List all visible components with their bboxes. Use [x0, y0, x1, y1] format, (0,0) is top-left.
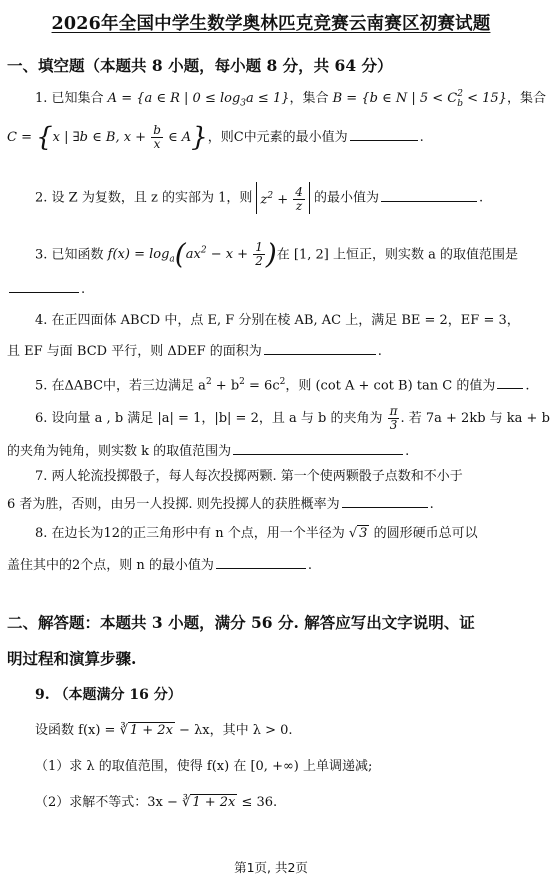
question-8-line2: 盖住其中的2个点，则 n 的最小值为 . [7, 554, 532, 577]
question-7-line2: 6 者为胜，否则，由另一人投掷. 则先投掷人的获胜概率为 . [7, 493, 532, 516]
q3-tail: 在 [1, 2] 上恒正，则实数 a 的取值范围是 [276, 247, 519, 263]
question-8: 8. 在边长为12的正三角形中有 n 个点，用一个半径为 √ 3 的圆形硬币总可以 [35, 526, 478, 541]
question-9-heading: 9. （本题满分 16 分） [35, 687, 182, 703]
section-answer-heading: 二、解答题：本题共 3 小题，满分 56 分. 解答应写出文字说明、证 [7, 613, 475, 632]
q1-set-b: B = {b ∈ N | 5 < C 2 b < 15} [332, 88, 507, 109]
q1-set-c: C = {x | ∃b ∈ B, x + $\frac{b}{x}$ ∈ A} [7, 122, 208, 153]
q7-line1: 7. 两人轮流投掷骰子，每人每次投掷两颗. 第一个使两颗骰子点数和不小于 [35, 469, 463, 484]
q7-answer-blank[interactable] [342, 493, 428, 508]
q2-answer-blank[interactable] [381, 187, 477, 202]
q1-mid: ，集合 [289, 91, 333, 106]
q5-answer-blank[interactable] [497, 374, 523, 389]
question-6-line2: 的夹角为钝角，则实数 k 的取值范围为 . [7, 440, 532, 463]
q4-line1: 4. 在正四面体 ABCD 中，点 E, F 分别在棱 AB, AC 上，满足 BE = 2，EF = 3， [35, 313, 520, 328]
question-9-part2: （2）求解不等式：3x − ∛ 1 + 2x ≤ 36. [35, 795, 278, 810]
q1-answer-blank[interactable] [350, 126, 418, 141]
q8-line2: 盖住其中的2个点，则 n 的最小值为 [7, 558, 214, 573]
page-footer: 第1页, 共2页 [234, 860, 308, 875]
q1-set-a: A = {a ∈ R | $0 \le \log_3a \le 1$} [107, 91, 290, 109]
q3-answer-blank[interactable] [9, 278, 79, 293]
section-answer-heading-line2: 明过程和演算步骤. [7, 649, 137, 668]
q4-answer-blank[interactable] [264, 340, 376, 355]
q6-answer-blank[interactable] [233, 440, 403, 455]
q2-expression: $z^2$ + $\frac{4}{z}$ [256, 182, 309, 214]
q6-line2: 的夹角为钝角，则实数 k 的取值范围为 [7, 444, 232, 459]
question-3-line2: . [7, 278, 532, 301]
q1-end: ，集合 [506, 91, 546, 106]
question-4-line2: 且 EF 与面 BCD 平行，则 ΔDEF 的面积为 . [7, 340, 532, 363]
question-1 [7, 88, 560, 115]
q2-lead: 2. 设 Z 为复数，且 z 的实部为 1，则 [35, 190, 257, 206]
question-3 [7, 237, 560, 271]
q8-line1-post: 的圆形硬币总可以 [369, 526, 478, 541]
q6-tail: . 若 7a + 2kb 与 ka + b [400, 411, 550, 426]
question-6: 6. 设向量 a , b 满足 |a| = 1，|b| = 2，且 a 与 b 的夹角为 $\frac{\pi}{3}$ . 若 7a + 2kb 与 ka + b [35, 404, 550, 432]
question-9-definition: 设函数 f(x) = ∛ 1 + 2x − λx，其中 λ > 0. [35, 723, 293, 738]
q1-question: ，则C中元素的最小值为 [207, 130, 348, 145]
question-9-part1: （1）求 λ 的取值范围，使得 f(x) 在 [0, +∞) 上单调递减; [35, 759, 373, 774]
q2-question: 的最小值为 [309, 190, 380, 206]
question-7 [7, 466, 560, 488]
exam-title: 2026年全国中学生数学奥林匹克竞赛云南赛区初赛试题 [51, 14, 491, 34]
q1-lead: 1. 已知集合 [35, 91, 108, 106]
q4-line2: 且 EF 与面 BCD 平行，则 ΔDEF 的面积为 [7, 344, 262, 359]
question-4 [7, 310, 560, 332]
q8-line1-pre: 8. 在边长为12的正三角形中有 n 个点，用一个半径为 [35, 526, 349, 541]
q5-tail: ，则 (cot A + cot B) tan C 的值为 [285, 378, 496, 394]
section-fill-in-heading: 一、填空题（本题共 8 小题，每小题 8 分，共 64 分） [7, 56, 393, 75]
question-1-line2: C = {x | ∃b ∈ B, x + $\frac{b}{x}$ ∈ A}，则C中元素的最小值为 . [7, 122, 424, 153]
q3-function: $f(x) = \log_a(ax^2 - x$ + $\frac{1}{2}$ ) [107, 237, 277, 271]
q7-line2: 6 者为胜，否则，由另一人投掷. 则先投掷人的获胜概率为 [7, 497, 340, 512]
q3-lead: 3. 已知函数 [35, 247, 108, 263]
question-5: 5. 在ΔABC中，若三边满足 $a^2 + b^2 = 6c^2$，则 (cot A + cot B) tan C 的值为 . [7, 371, 560, 397]
q5-lead: 5. 在ΔABC中，若三边满足 a [35, 378, 206, 394]
q8-answer-blank[interactable] [216, 554, 306, 569]
q6-lead: 6. 设向量 a , b 满足 |a| = 1，|b| = 2，且 a 与 b 的夹角为 [35, 411, 387, 426]
question-2: 2. 设 Z 为复数，且 z 的实部为 1，则 $z^2$ + $\frac{4}{z}$ 的最小值为 . [7, 182, 560, 214]
